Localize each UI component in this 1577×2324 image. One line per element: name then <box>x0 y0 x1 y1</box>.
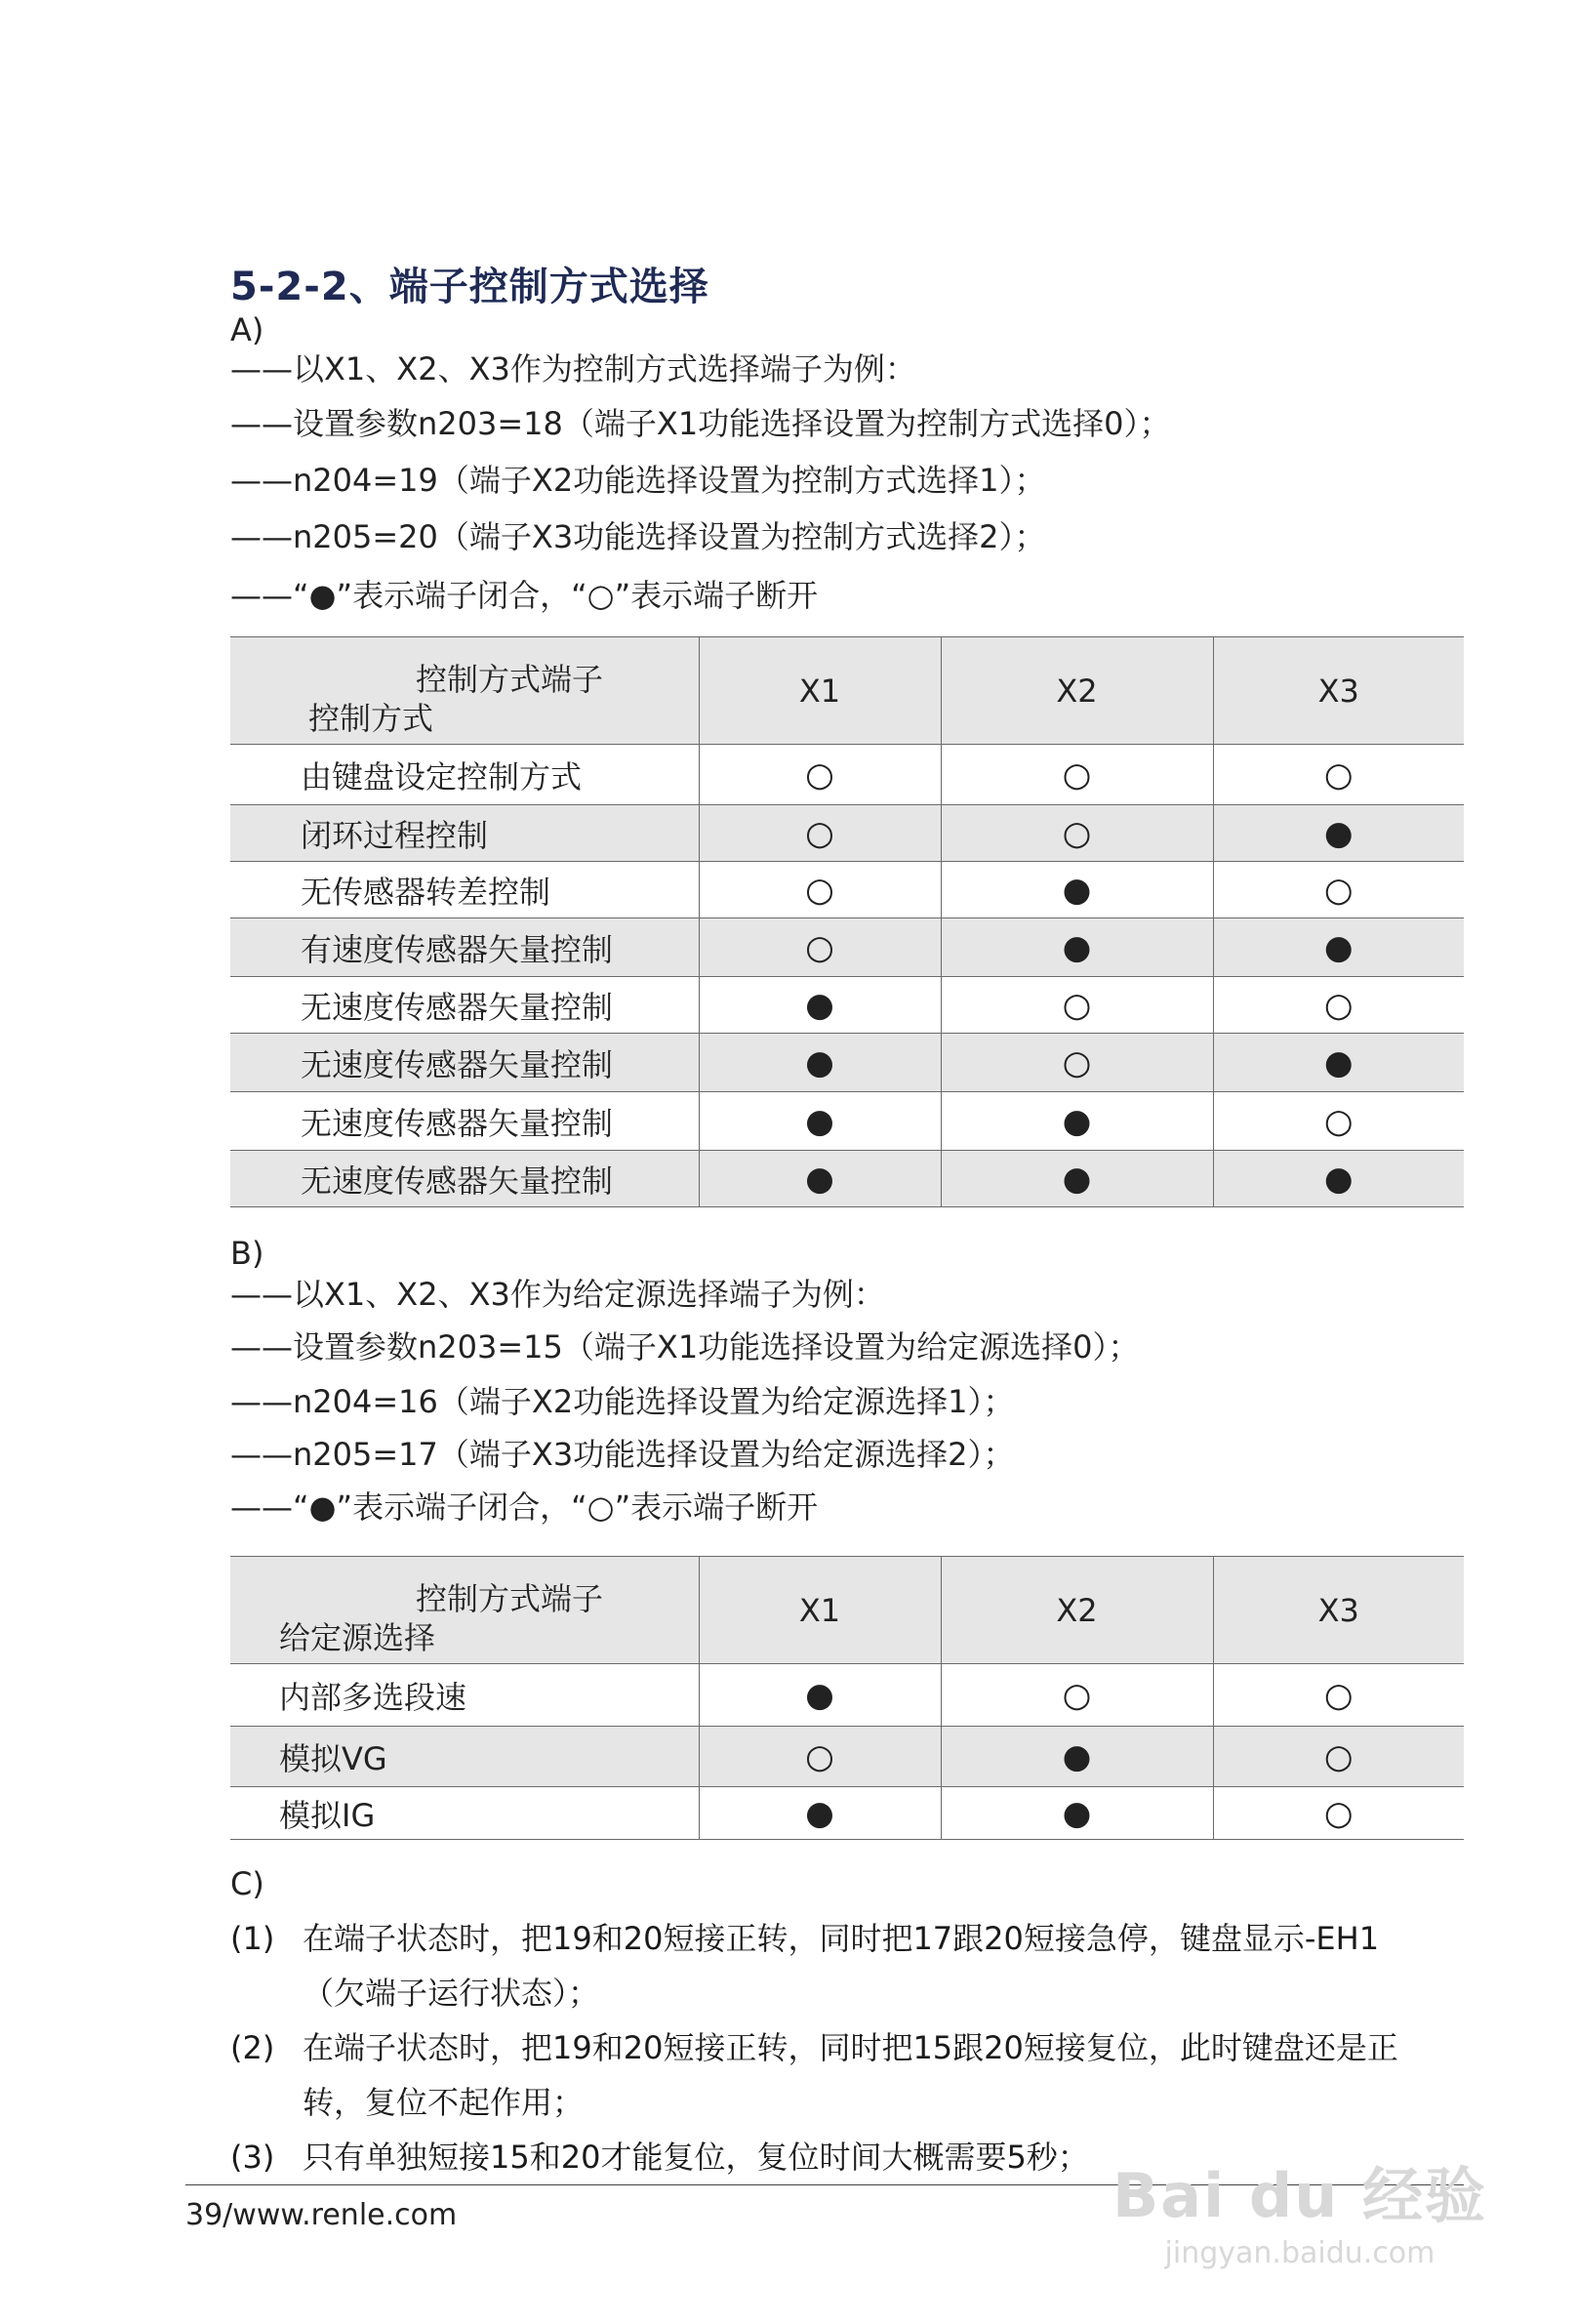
cell-x1 <box>699 1727 941 1787</box>
cell-x1 <box>699 745 941 805</box>
table-a-col-x1: X1 <box>699 637 941 745</box>
closed-terminal-mark: ● <box>1323 1042 1354 1082</box>
part-a-label: A) <box>230 311 264 348</box>
open-terminal-mark: ○ <box>805 813 834 853</box>
closed-terminal-mark: ● <box>1323 1159 1354 1199</box>
table-b-header-bottom: 给定源选择 <box>279 1619 436 1656</box>
closed-terminal-mark: ● <box>805 1675 834 1715</box>
cell-x3 <box>1213 805 1464 862</box>
table-b-col-x3: X3 <box>1213 1557 1464 1664</box>
cell-x2 <box>941 862 1213 918</box>
cell-x2 <box>941 1727 1213 1787</box>
table-a-header-top: 控制方式端子 <box>416 661 604 698</box>
row-label: 内部多选段速 <box>230 1664 699 1727</box>
table-row <box>230 1034 1464 1092</box>
table-row <box>230 1727 1464 1787</box>
row-label: 闭环过程控制 <box>230 805 699 862</box>
watermark-logo-text: Bai du 经验 <box>1112 2160 1487 2231</box>
open-terminal-mark: ○ <box>805 1736 834 1776</box>
part-c-item-1-num: (1) <box>230 1920 275 1957</box>
cell-x3 <box>1213 1151 1464 1207</box>
part-a-line-2: ——设置参数n203=18（端子X1功能选择设置为控制方式选择0）； <box>230 405 1171 442</box>
cell-x1 <box>699 1092 941 1151</box>
open-terminal-mark: ○ <box>1323 985 1354 1025</box>
row-label: 无传感器转差控制 <box>230 862 699 918</box>
cell-x1 <box>699 918 941 977</box>
open-terminal-mark: ○ <box>1062 1042 1092 1082</box>
open-terminal-mark: ○ <box>805 754 834 795</box>
cell-x3 <box>1213 977 1464 1034</box>
table-row <box>230 1787 1464 1840</box>
cell-x3 <box>1213 918 1464 977</box>
cell-x2 <box>941 977 1213 1034</box>
open-terminal-mark: ○ <box>1323 754 1354 795</box>
section-title: 5-2-2、端子控制方式选择 <box>230 265 709 309</box>
open-terminal-mark: ○ <box>1323 1101 1354 1141</box>
cell-x1 <box>699 805 941 862</box>
closed-terminal-mark: ● <box>1062 1159 1092 1199</box>
closed-terminal-mark: ● <box>805 1042 834 1082</box>
open-terminal-mark: ○ <box>805 927 834 967</box>
cell-x3 <box>1213 745 1464 805</box>
part-c-item-2-line-2: 转，复位不起作用； <box>303 2084 585 2121</box>
table-row <box>230 1092 1464 1151</box>
table-b-col-x1: X1 <box>699 1557 941 1664</box>
part-b-line-1: ——以X1、X2、X3作为给定源选择端子为例： <box>230 1276 885 1313</box>
reference-source-table <box>230 1556 1464 1840</box>
table-a-col-x3: X3 <box>1213 637 1464 745</box>
cell-x3 <box>1213 1034 1464 1092</box>
closed-terminal-mark: ● <box>1062 1101 1092 1141</box>
table-row <box>230 1151 1464 1207</box>
cell-x3 <box>1213 1092 1464 1151</box>
closed-terminal-mark: ● <box>1062 870 1092 910</box>
part-c-item-3-num: (3) <box>230 2139 275 2176</box>
cell-x2 <box>941 1151 1213 1207</box>
table-row <box>230 1664 1464 1727</box>
part-c-item-2-line-1: 在端子状态时，把19和20短接正转，同时把15跟20短接复位，此时键盘还是正 <box>303 2029 1398 2066</box>
cell-x2 <box>941 1034 1213 1092</box>
part-b-label: B) <box>230 1235 264 1272</box>
open-terminal-mark: ○ <box>1062 985 1092 1025</box>
cell-x3 <box>1213 1787 1464 1840</box>
part-a-line-3: ——n204=19（端子X2功能选择设置为控制方式选择1）； <box>230 462 1046 499</box>
part-c-item-1-line-2: （欠端子运行状态）； <box>303 1975 600 2012</box>
row-label: 有速度传感器矢量控制 <box>230 918 699 977</box>
part-c-item-1-line-1: 在端子状态时，把19和20短接正转，同时把17跟20短接急停，键盘显示-EH1 <box>303 1920 1380 1957</box>
footer-page-url: 39/www.renle.com <box>185 2198 458 2232</box>
table-row <box>230 977 1464 1034</box>
closed-terminal-mark: ● <box>805 985 834 1025</box>
cell-x2 <box>941 745 1213 805</box>
cell-x1 <box>699 1664 941 1727</box>
closed-terminal-mark: ● <box>805 1793 834 1833</box>
part-a-line-1: ——以X1、X2、X3作为控制方式选择端子为例： <box>230 350 916 387</box>
table-b-header-top: 控制方式端子 <box>416 1580 604 1617</box>
watermark-url: jingyan.baidu.com <box>1164 2236 1435 2270</box>
part-c-item-3-line-1: 只有单独短接15和20才能复位，复位时间大概需要5秒； <box>303 2139 1089 2176</box>
table-row <box>230 918 1464 977</box>
table-row <box>230 745 1464 805</box>
row-label: 无速度传感器矢量控制 <box>230 1034 699 1092</box>
part-b-line-2: ——设置参数n203=15（端子X1功能选择设置为给定源选择0）； <box>230 1328 1140 1366</box>
table-b-header-corner <box>230 1557 699 1664</box>
part-c-item-2-num: (2) <box>230 2029 275 2066</box>
part-a-line-4: ——n205=20（端子X3功能选择设置为控制方式选择2）； <box>230 518 1046 555</box>
closed-terminal-mark: ● <box>1062 1793 1092 1833</box>
row-label: 无速度传感器矢量控制 <box>230 1092 699 1151</box>
table-a-header-corner <box>230 637 699 745</box>
row-label: 无速度传感器矢量控制 <box>230 977 699 1034</box>
open-terminal-mark: ○ <box>1062 813 1092 853</box>
cell-x1 <box>699 977 941 1034</box>
cell-x2 <box>941 805 1213 862</box>
cell-x2 <box>941 1664 1213 1727</box>
cell-x1 <box>699 862 941 918</box>
cell-x3 <box>1213 1727 1464 1787</box>
closed-terminal-mark: ● <box>805 1159 834 1199</box>
control-mode-table <box>230 636 1464 1207</box>
table-b-col-x2: X2 <box>941 1557 1213 1664</box>
part-c-label: C) <box>230 1865 264 1902</box>
cell-x1 <box>699 1787 941 1840</box>
table-row <box>230 862 1464 918</box>
cell-x2 <box>941 1092 1213 1151</box>
baidu-watermark <box>1112 2147 1487 2270</box>
table-row <box>230 805 1464 862</box>
row-label: 模拟VG <box>230 1727 699 1787</box>
row-label: 无速度传感器矢量控制 <box>230 1151 699 1207</box>
cell-x2 <box>941 918 1213 977</box>
closed-terminal-mark: ● <box>1062 1736 1092 1776</box>
part-a-line-5: ——“●”表示端子闭合，“○”表示端子断开 <box>230 577 819 614</box>
open-terminal-mark: ○ <box>805 870 834 910</box>
table-a-col-x2: X2 <box>941 637 1213 745</box>
row-label: 模拟IG <box>230 1787 699 1840</box>
part-b-line-4: ——n205=17（端子X3功能选择设置为给定源选择2）； <box>230 1436 1015 1473</box>
open-terminal-mark: ○ <box>1062 754 1092 795</box>
closed-terminal-mark: ● <box>1062 927 1092 967</box>
open-terminal-mark: ○ <box>1323 1736 1354 1776</box>
closed-terminal-mark: ● <box>805 1101 834 1141</box>
closed-terminal-mark: ● <box>1323 927 1354 967</box>
closed-terminal-mark: ● <box>1323 813 1354 853</box>
open-terminal-mark: ○ <box>1323 1675 1354 1715</box>
table-a-header-bottom: 控制方式 <box>308 700 434 737</box>
row-label: 由键盘设定控制方式 <box>230 745 699 805</box>
open-terminal-mark: ○ <box>1323 870 1354 910</box>
cell-x1 <box>699 1034 941 1092</box>
part-b-line-3: ——n204=16（端子X2功能选择设置为给定源选择1）； <box>230 1383 1015 1420</box>
open-terminal-mark: ○ <box>1323 1793 1354 1833</box>
cell-x2 <box>941 1787 1213 1840</box>
part-b-line-5: ——“●”表示端子闭合，“○”表示端子断开 <box>230 1488 819 1526</box>
open-terminal-mark: ○ <box>1062 1675 1092 1715</box>
cell-x1 <box>699 1151 941 1207</box>
cell-x3 <box>1213 862 1464 918</box>
cell-x3 <box>1213 1664 1464 1727</box>
